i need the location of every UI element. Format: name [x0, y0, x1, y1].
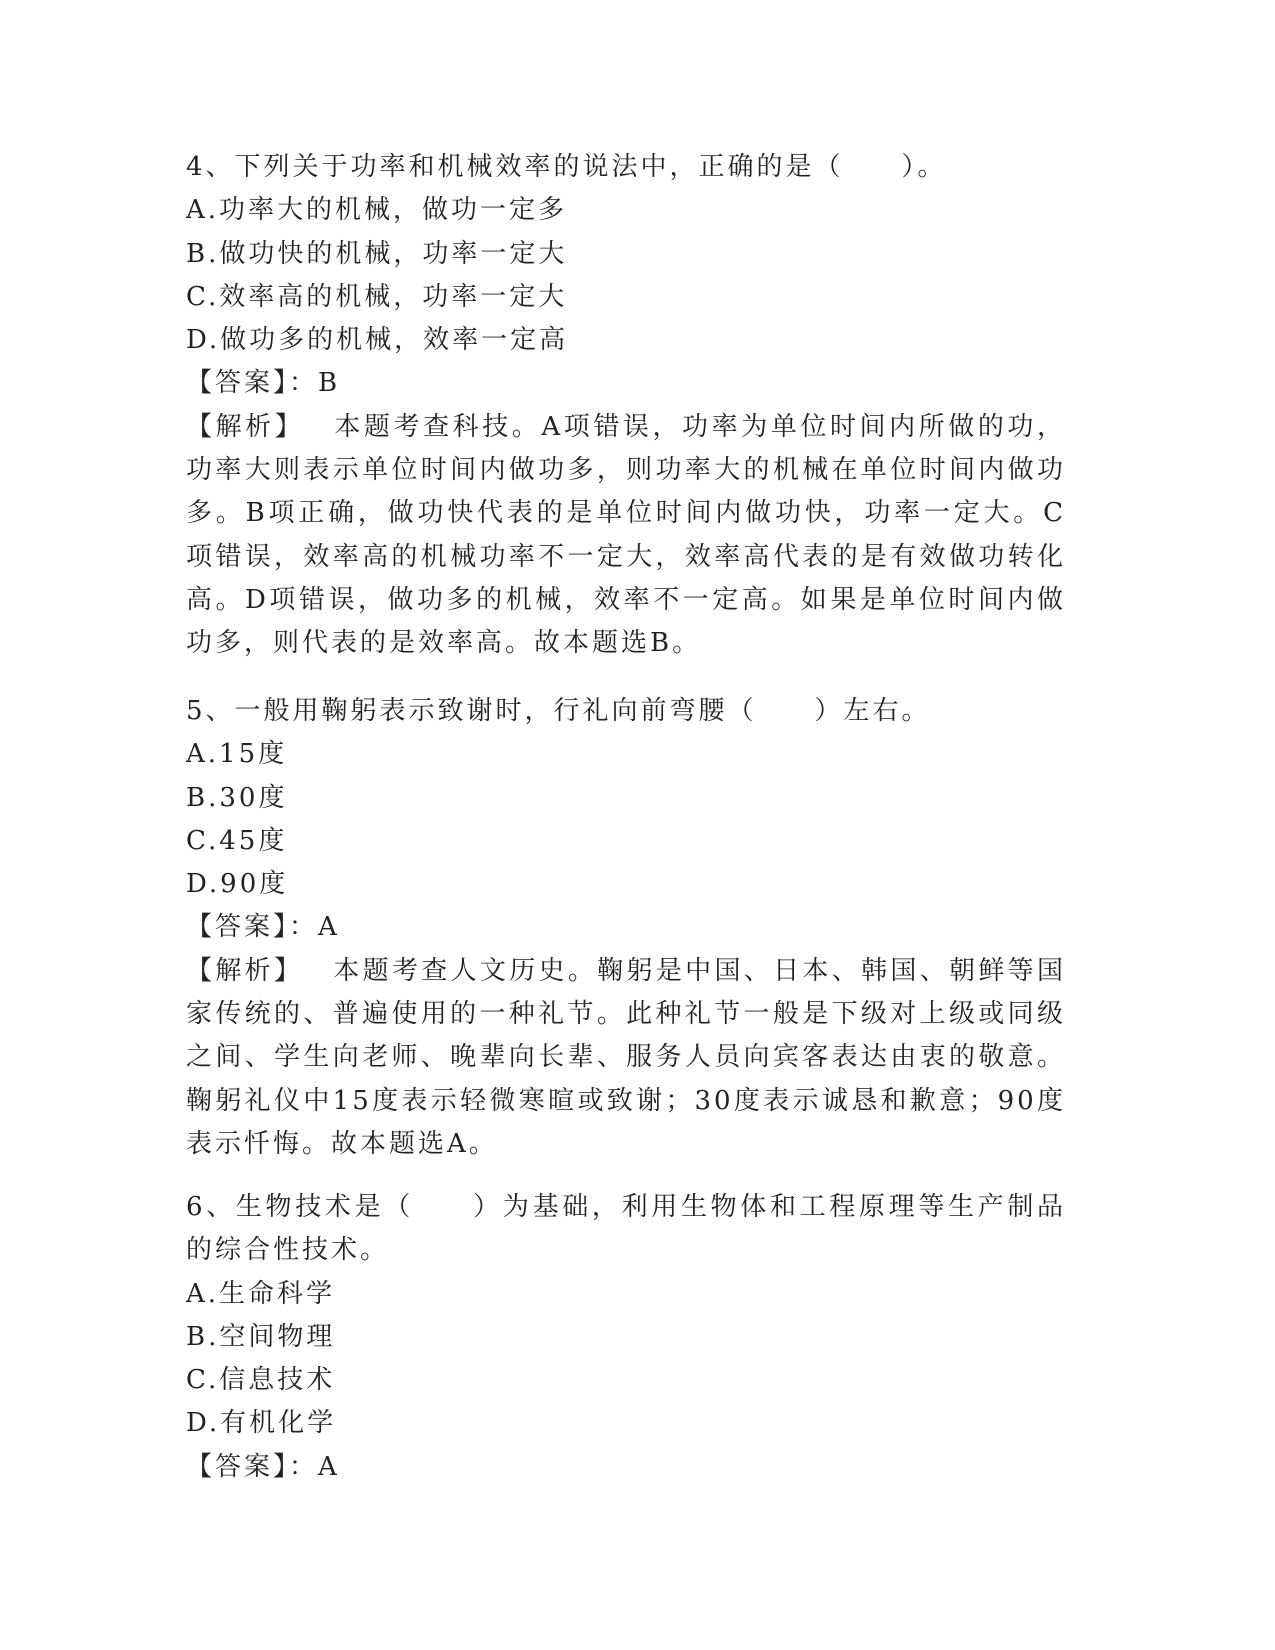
answer-line [186, 906, 1086, 949]
option-a: A.功率大的机械，做功一定多 [186, 195, 568, 226]
answer-value: A [318, 912, 340, 943]
question-6 [186, 1186, 1086, 1489]
question-5 [186, 690, 1086, 1166]
option-b: B.做功快的机械，功率一定大 [186, 238, 568, 269]
answer-line [186, 1446, 1086, 1489]
analysis-paragraph [186, 950, 1066, 1166]
analysis-paragraph [186, 406, 1066, 666]
option-c: C.效率高的机械，功率一定大 [186, 281, 568, 312]
question-stem: 6、生物技术是（ ）为基础，利用生物体和工程原理等生产制品的综合性技术。 [186, 1192, 1066, 1266]
question-stem: 5、一般用鞠躬表示致谢时，行礼向前弯腰（ ）左右。 [186, 696, 931, 726]
question-4 [186, 146, 1086, 666]
question-stem: 4、下列关于功率和机械效率的说法中，正确的是（ ）。 [186, 152, 947, 182]
option-d: D.做功多的机械，效率一定高 [186, 325, 569, 356]
answer-label: 【答案】： [186, 912, 319, 943]
analysis-text: 本题考查科技。A项错误，功率为单位时间内所做的功，功率大则表示单位时间内做功多，则功率大的机械在单位时间内做功多。B项正确，做功快代表的是单位时间内做功快，功率一定大。C项错误，效率高的机械功率不一定大，效率高代表的是有效做功转化高。D项错误，做功多的机械，效率不一定高。如果是单位时间内做功多，则代表的是效率高。故本题选B。 [186, 411, 1066, 659]
answer-label: 【答案】： [186, 368, 319, 399]
option-b: B.30度 [186, 782, 288, 813]
option-a: A.15度 [186, 739, 288, 770]
answer-label: 【答案】： [186, 1451, 319, 1482]
option-a: A.生命科学 [186, 1278, 336, 1309]
analysis-label: 【解析】 [186, 955, 304, 986]
option-b: B.空间物理 [186, 1321, 336, 1352]
option-d: D.90度 [186, 869, 289, 900]
option-d: D.有机化学 [186, 1408, 337, 1439]
option-c: C.45度 [186, 825, 288, 856]
analysis-label: 【解析】 [186, 411, 305, 442]
analysis-text: 本题考查人文历史。鞠躬是中国、日本、韩国、朝鲜等国家传统的、普遍使用的一种礼节。此种礼节一般是下级对上级或同级之间、学生向老师、晚辈向长辈、服务人员向宾客表达由衷的敬意。鞠躬礼仪中15度表示轻微寒暄或致谢；30度表示诚恳和歉意；90度表示忏悔。故本题选A。 [186, 955, 1066, 1159]
option-c: C.信息技术 [186, 1365, 336, 1396]
answer-value: A [318, 1451, 340, 1482]
answer-value: B [318, 368, 341, 399]
answer-line [186, 362, 1086, 405]
